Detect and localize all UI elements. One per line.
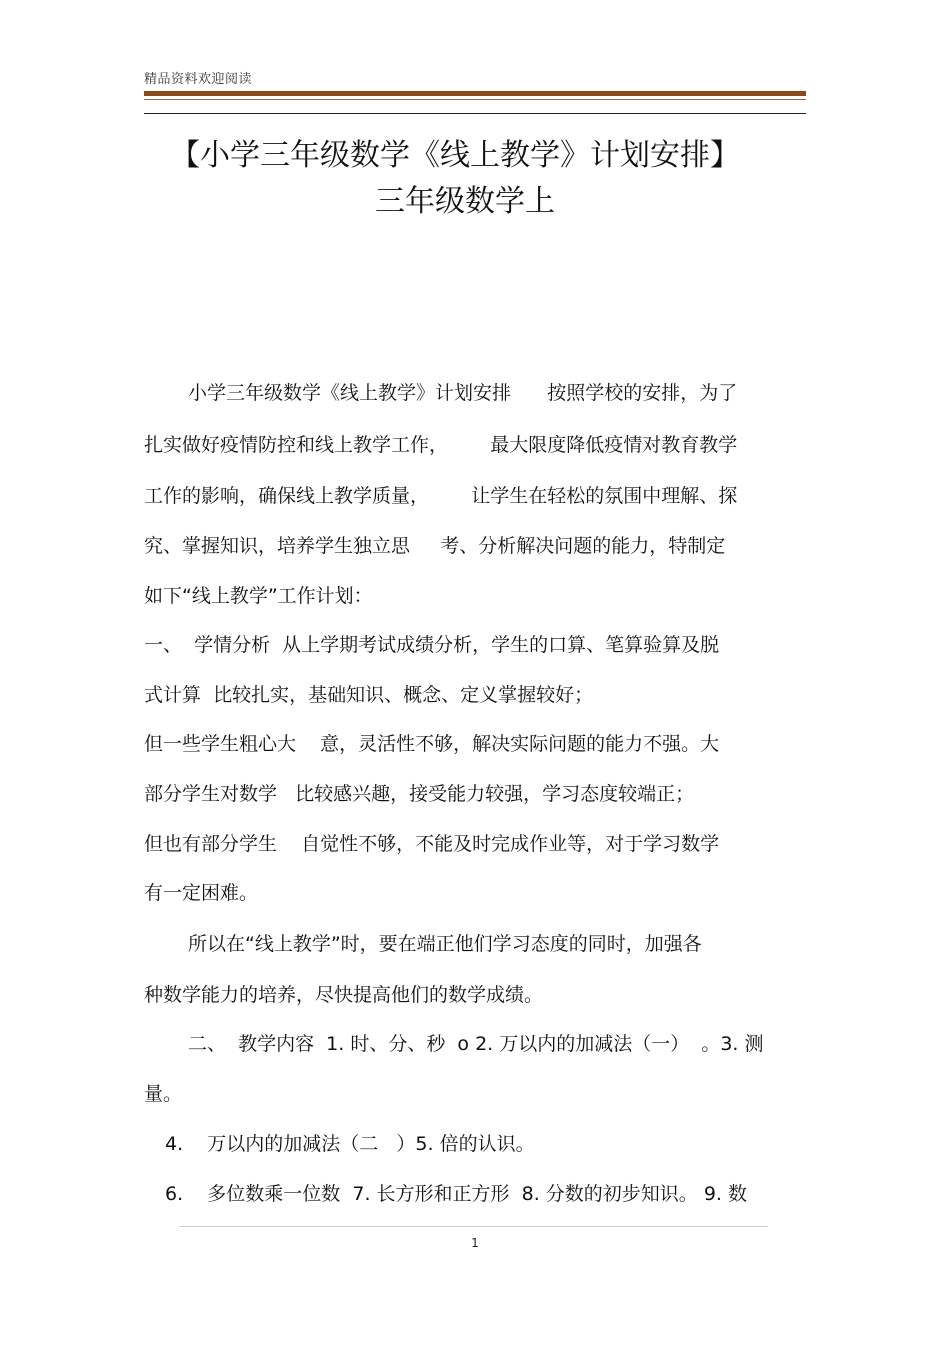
body-line: 但也有部分学生 自觉性不够，不能及时完成作业等，对于学习数学 — [144, 833, 720, 855]
document-title-line-2: 三年级数学上 — [375, 184, 555, 219]
body-line: 工作的影响，确保线上教学质量， 让学生在轻松的氛围中理解、探 — [144, 485, 738, 507]
header-rule-thin — [144, 99, 806, 100]
body-line: 扎实做好疫情防控和线上教学工作， 最大限度降低疫情对教育教学 — [144, 434, 738, 456]
body-line: 一、 学情分析 从上学期考试成绩分析，学生的口算、笔算验算及脱 — [144, 634, 720, 656]
body-line: 但一些学生粗心大 意，灵活性不够，解决实际问题的能力不强。大 — [144, 733, 720, 755]
footer-rule — [180, 1226, 768, 1227]
body-line: 量。 — [144, 1083, 183, 1105]
page-header-text: 精品资料欢迎阅读 — [144, 72, 253, 87]
header-rule-black — [144, 113, 806, 114]
body-line: 小学三年级数学《线上教学》计划安排 按照学校的安排，为了 — [188, 382, 738, 404]
page-number: 1 — [471, 1236, 479, 1250]
body-line: 二、 教学内容 1. 时、分、秒 o 2. 万以内的加减法（一） 。3. 测 — [188, 1033, 764, 1055]
body-line: 4. 万以内的加减法（二 ）5. 倍的认识。 — [165, 1133, 535, 1155]
body-line: 部分学生对数学 比较感兴趣，接受能力较强，学习态度较端正； — [144, 783, 695, 805]
body-line: 如下“线上教学”工作计划： — [144, 585, 373, 607]
body-line: 有一定困难。 — [144, 882, 259, 904]
header-rule-thick — [144, 91, 806, 96]
body-line: 所以在“线上教学”时，要在端正他们学习态度的同时，加强各 — [188, 933, 702, 955]
body-line: 式计算 比较扎实，基础知识、概念、定义掌握较好； — [144, 684, 594, 706]
document-title-line-1: 【小学三年级数学《线上教学》计划安排】 — [170, 138, 740, 173]
body-line: 6. 多位数乘一位数 7. 长方形和正方形 8. 分数的初步知识。 9. 数 — [165, 1183, 747, 1205]
body-line: 究、掌握知识，培养学生独立思 考、分析解决问题的能力，特制定 — [144, 535, 726, 557]
body-line: 种数学能力的培养，尽快提高他们的数学成绩。 — [144, 984, 544, 1006]
